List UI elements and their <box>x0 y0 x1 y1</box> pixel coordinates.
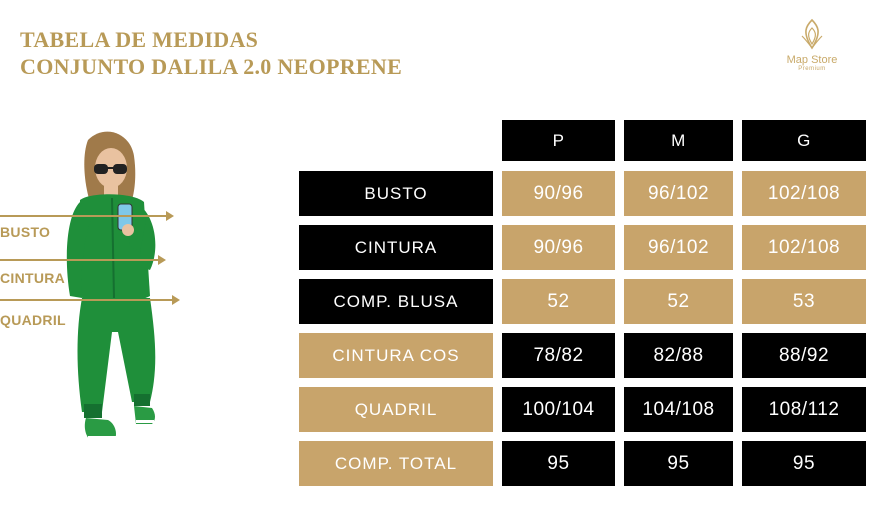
row-label-quadril: QUADRIL <box>299 387 493 432</box>
logo-sub: Premium <box>798 66 826 72</box>
model-figure <box>0 120 190 480</box>
measure-label-busto: BUSTO <box>0 224 51 240</box>
table-cell: 96/102 <box>624 225 733 270</box>
table-cell: 95 <box>742 441 866 486</box>
table-cell: 96/102 <box>624 171 733 216</box>
brand-logo <box>782 18 842 72</box>
table-cell: 82/88 <box>624 333 733 378</box>
table-cell: 95 <box>502 441 615 486</box>
title-line-2: CONJUNTO DALILA 2.0 NEOPRENE <box>20 54 403 79</box>
page-title <box>20 26 402 80</box>
table-cell: 95 <box>624 441 733 486</box>
lotus-logo-icon <box>798 18 826 50</box>
row-label-cintura-cos: CINTURA COS <box>299 333 493 378</box>
logo-name: Map Store <box>786 54 838 66</box>
size-header-p: P <box>502 120 615 161</box>
table-cell: 78/82 <box>502 333 615 378</box>
row-label-comp-total: COMP. TOTAL <box>299 441 493 486</box>
measure-label-quadril: QUADRIL <box>0 312 66 328</box>
row-label-cintura: CINTURA <box>299 225 493 270</box>
table-cell: 90/96 <box>502 225 615 270</box>
title-line-1: TABELA DE MEDIDAS <box>20 27 259 52</box>
row-label-comp-blusa: COMP. BLUSA <box>299 279 493 324</box>
table-cell: 52 <box>502 279 615 324</box>
table-cell: 104/108 <box>624 387 733 432</box>
table-cell: 90/96 <box>502 171 615 216</box>
table-cell: 53 <box>742 279 866 324</box>
table-cell: 52 <box>624 279 733 324</box>
model-silhouette-icon <box>0 120 190 480</box>
size-header-m: M <box>624 120 733 161</box>
table-cell: 108/112 <box>742 387 866 432</box>
table-cell: 102/108 <box>742 225 866 270</box>
size-header-g: G <box>742 120 866 161</box>
measure-label-cintura: CINTURA <box>0 270 66 286</box>
table-cell: 102/108 <box>742 171 866 216</box>
table-cell: 88/92 <box>742 333 866 378</box>
table-cell: 100/104 <box>502 387 615 432</box>
row-label-busto: BUSTO <box>299 171 493 216</box>
